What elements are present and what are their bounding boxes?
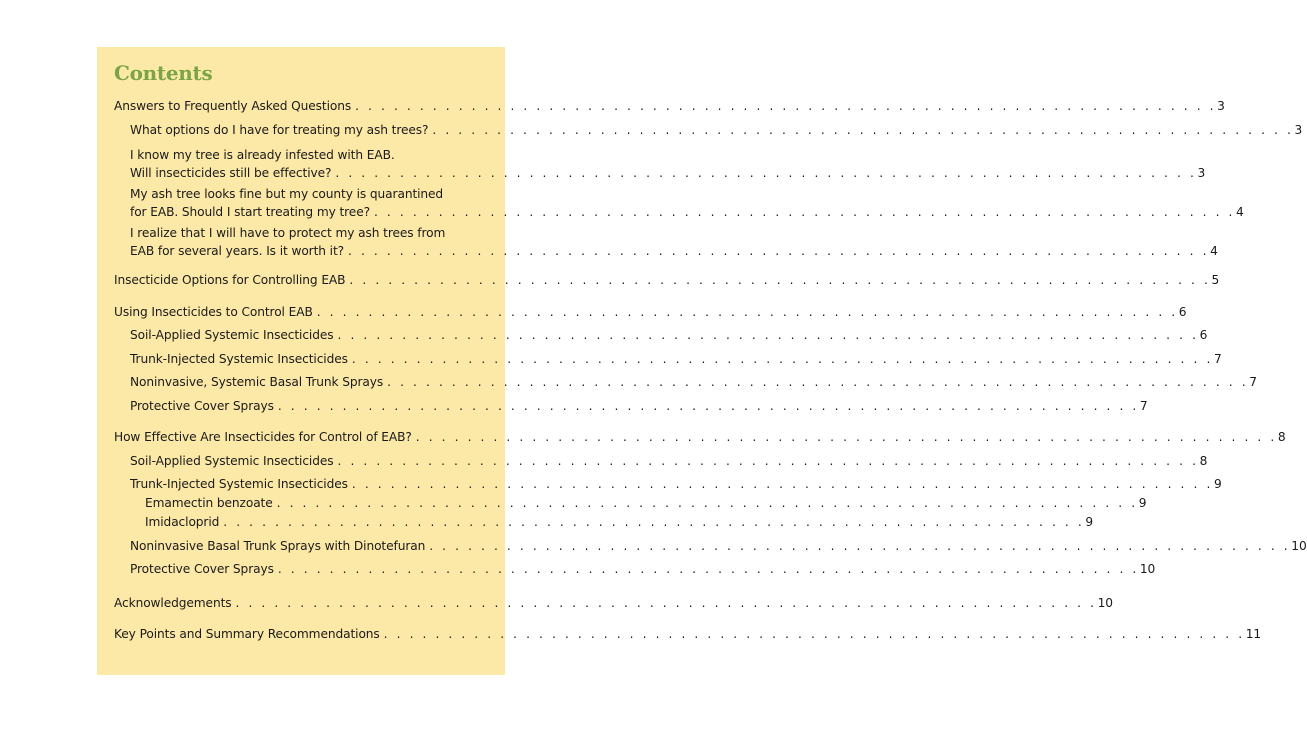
toc-entry-title: Emamectin benzoate bbox=[145, 496, 273, 510]
toc-page-number: 9 bbox=[1085, 515, 1093, 529]
toc-page-number: 9 bbox=[1213, 477, 1222, 491]
toc-dot-leader: . . . . . . . . . . . . . . . . . . . . . . . . . . . . . . . . . . . . . . . . . . . . . . . . . . . . . . . . . . . . . . . . . . . bbox=[335, 166, 1197, 180]
toc-dot-leader: . . . . . . . . . . . . . . . . . . . . . . . . . . . . . . . . . . . . . . . . . . . . . . . . . . . . . . . . . . . . . . . . . . . bbox=[351, 352, 1213, 366]
toc-dot-leader: . . . . . . . . . . . . . . . . . . . . . . . . . . . . . . . . . . . . . . . . . . . . . . . . . . . . . . . . . . . . . . . . . . . bbox=[387, 375, 1249, 389]
toc-entry[interactable] bbox=[114, 594, 1113, 612]
toc-entry-line bbox=[114, 303, 1187, 321]
toc-page-number: 6 bbox=[1199, 328, 1208, 342]
toc-entry-title: Soil-Applied Systemic Insecticides bbox=[130, 328, 334, 342]
toc-entry[interactable] bbox=[130, 350, 1222, 368]
toc-entry[interactable] bbox=[114, 625, 1262, 643]
toc-entry-line bbox=[114, 271, 1220, 289]
toc-entry-title: EAB for several years. Is it worth it? bbox=[130, 244, 344, 258]
toc-entry[interactable] bbox=[130, 146, 1206, 182]
toc-entry-title: Imidacloprid bbox=[145, 515, 220, 529]
toc-entry[interactable] bbox=[130, 326, 1208, 344]
toc-entry-title: Using Insecticides to Control EAB bbox=[114, 305, 313, 319]
toc-entry-title: What options do I have for treating my ash trees? bbox=[130, 123, 429, 137]
toc-page-number: 8 bbox=[1199, 454, 1208, 468]
toc-dot-leader: . . . . . . . . . . . . . . . . . . . . . . . . . . . . . . . . . . . . . . . . . . . . . . . . . . . . . . . . . . . . . . . . . . . bbox=[277, 562, 1139, 576]
toc-dot-leader: . . . . . . . . . . . . . . . . . . . . . . . . . . . . . . . . . . . . . . . . . . . . . . . . . . . . . . . . . . . . . . . . . . . bbox=[223, 515, 1085, 529]
toc-entry-line bbox=[130, 537, 1307, 555]
toc-entry[interactable] bbox=[130, 397, 1148, 415]
toc-entry-title: Protective Cover Sprays bbox=[130, 562, 274, 576]
toc-entry-title: Protective Cover Sprays bbox=[130, 399, 274, 413]
toc-entry-line bbox=[130, 203, 1244, 221]
toc-entry[interactable] bbox=[130, 373, 1257, 391]
toc-entry-line bbox=[130, 164, 1206, 182]
toc-dot-leader: . . . . . . . . . . . . . . . . . . . . . . . . . . . . . . . . . . . . . . . . . . . . . . . . . . . . . . . . . . . . . . . . . . . bbox=[383, 627, 1245, 641]
toc-dot-leader: . . . . . . . . . . . . . . . . . . . . . . . . . . . . . . . . . . . . . . . . . . . . . . . . . . . . . . . . . . . . . . . . . . . bbox=[337, 454, 1199, 468]
toc-entry-line bbox=[130, 560, 1156, 578]
toc-entry-title: Answers to Frequently Asked Questions bbox=[114, 99, 352, 113]
toc-entry-line bbox=[114, 594, 1113, 612]
toc-entry-title: My ash tree looks fine but my county is quarantined bbox=[130, 187, 444, 201]
toc-page-number: 7 bbox=[1213, 352, 1222, 366]
toc-entry-line bbox=[114, 97, 1225, 115]
toc-dot-leader: . . . . . . . . . . . . . . . . . . . . . . . . . . . . . . . . . . . . . . . . . . . . . . . . . . . . . . . . . . . . . . . . . . . bbox=[348, 244, 1210, 258]
toc-entry-title: Acknowledgements bbox=[114, 596, 232, 610]
toc-entry[interactable] bbox=[114, 271, 1220, 289]
toc-entry-line bbox=[130, 224, 489, 242]
toc-entry-title: How Effective Are Insecticides for Control of EAB? bbox=[114, 430, 412, 444]
toc-entry[interactable] bbox=[130, 452, 1208, 470]
toc-page-number: 6 bbox=[1178, 305, 1187, 319]
toc-entry-line bbox=[145, 494, 1147, 512]
toc-entry-line bbox=[130, 185, 489, 203]
toc-page-number: 10 bbox=[1139, 562, 1156, 576]
toc-dot-leader: . . . . . . . . . . . . . . . . . . . . . . . . . . . . . . . . . . . . . . . . . . . . . . . . . . . . . . . . . . . . . . . . . . . bbox=[373, 205, 1236, 219]
toc-dot-leader: . . . . . . . . . . . . . . . . . . . . . . . . . . . . . . . . . . . . . . . . . . . . . . . . . . . . . . . . . . . . . . . . . . . bbox=[349, 273, 1211, 287]
toc-dot-leader: . . . . . . . . . . . . . . . . . . . . . . . . . . . . . . . . . . . . . . . . . . . . . . . . . . . . . . . . . . . . . . . . . . . bbox=[432, 123, 1294, 137]
toc-dot-leader: . . . . . . . . . . . . . . . . . . . . . . . . . . . . . . . . . . . . . . . . . . . . . . . . . . . . . . . . . . . . . . . . . . . bbox=[415, 430, 1277, 444]
toc-entry-title: I know my tree is already infested with EAB. bbox=[130, 148, 395, 162]
toc-dot-leader: . . . . . . . . . . . . . . . . . . . . . . . . . . . . . . . . . . . . . . . . . . . . . . . . . . . . . . . . . . . . . . . . . . . bbox=[337, 328, 1199, 342]
toc-entry-title: Will insecticides still be effective? bbox=[130, 166, 332, 180]
toc-entry-title: Soil-Applied Systemic Insecticides bbox=[130, 454, 334, 468]
toc-entry[interactable] bbox=[130, 185, 1244, 221]
toc-page-number: 7 bbox=[1249, 375, 1257, 389]
toc-entry-line bbox=[130, 397, 1148, 415]
toc-entry[interactable] bbox=[130, 224, 1218, 260]
toc-entry-title: Trunk-Injected Systemic Insecticides bbox=[130, 477, 348, 491]
toc-entry-title: for EAB. Should I start treating my tree? bbox=[130, 205, 370, 219]
toc-dot-leader: . . . . . . . . . . . . . . . . . . . . . . . . . . . . . . . . . . . . . . . . . . . . . . . . . . . . . . . . . . . . . . . . . . . bbox=[277, 399, 1139, 413]
toc-page-number: 3 bbox=[1217, 99, 1225, 113]
toc-page-number: 10 bbox=[1097, 596, 1113, 610]
toc-entry-title: I realize that I will have to protect my ash trees from bbox=[130, 226, 446, 240]
toc-dot-leader: . . . . . . . . . . . . . . . . . . . . . . . . . . . . . . . . . . . . . . . . . . . . . . . . . . . . . . . . . . . . . . . . . . . bbox=[429, 539, 1291, 553]
toc-entry[interactable] bbox=[130, 475, 1222, 493]
toc-entry-line bbox=[130, 373, 1257, 391]
contents-title: Contents bbox=[114, 61, 213, 85]
toc-entry-line bbox=[145, 513, 1093, 531]
toc-entry-line bbox=[130, 475, 1222, 493]
toc-dot-leader: . . . . . . . . . . . . . . . . . . . . . . . . . . . . . . . . . . . . . . . . . . . . . . . . . . . . . . . . . . . . . . . . . . . bbox=[355, 99, 1217, 113]
toc-page-number: 5 bbox=[1211, 273, 1220, 287]
toc-entry-line bbox=[130, 121, 1303, 139]
toc-dot-leader: . . . . . . . . . . . . . . . . . . . . . . . . . . . . . . . . . . . . . . . . . . . . . . . . . . . . . . . . . . . . . . . . . . . bbox=[276, 496, 1138, 510]
contents-panel bbox=[97, 47, 1307, 675]
toc-dot-leader: . . . . . . . . . . . . . . . . . . . . . . . . . . . . . . . . . . . . . . . . . . . . . . . . . . . . . . . . . . . . . . . . . . . bbox=[235, 596, 1097, 610]
toc-entry[interactable] bbox=[130, 121, 1303, 139]
toc-entry-line bbox=[114, 428, 1286, 446]
toc-entry[interactable] bbox=[114, 97, 1225, 115]
toc-page-number: 4 bbox=[1236, 205, 1244, 219]
toc-page-number: 3 bbox=[1197, 166, 1206, 180]
toc-entry-title: Trunk-Injected Systemic Insecticides bbox=[130, 352, 348, 366]
toc-entry[interactable] bbox=[145, 513, 1093, 531]
toc-page-number: 4 bbox=[1210, 244, 1218, 258]
toc-page-number: 3 bbox=[1294, 123, 1303, 137]
toc-entry-title: Noninvasive Basal Trunk Sprays with Dinotefuran bbox=[130, 539, 426, 553]
toc-entry[interactable] bbox=[130, 560, 1156, 578]
toc-dot-leader: . . . . . . . . . . . . . . . . . . . . . . . . . . . . . . . . . . . . . . . . . . . . . . . . . . . . . . . . . . . . . . . . . . . bbox=[316, 305, 1178, 319]
toc-entry[interactable] bbox=[114, 428, 1286, 446]
toc-page-number: 9 bbox=[1138, 496, 1147, 510]
toc-entry-line bbox=[130, 146, 489, 164]
table-of-contents bbox=[97, 47, 1307, 675]
toc-page-number: 11 bbox=[1245, 627, 1262, 641]
toc-entry[interactable] bbox=[114, 303, 1187, 321]
toc-entry-title: Noninvasive, Systemic Basal Trunk Sprays bbox=[130, 375, 384, 389]
toc-entry-title: Insecticide Options for Controlling EAB bbox=[114, 273, 346, 287]
toc-entry-line bbox=[114, 625, 1262, 643]
toc-entry-title: Key Points and Summary Recommendations bbox=[114, 627, 380, 641]
toc-entry-line bbox=[130, 242, 1218, 260]
toc-page-number: 7 bbox=[1139, 399, 1148, 413]
toc-entry-line bbox=[130, 350, 1222, 368]
toc-page-number: 10 bbox=[1291, 539, 1307, 553]
toc-entry[interactable] bbox=[145, 494, 1147, 512]
toc-page-number: 8 bbox=[1277, 430, 1286, 444]
toc-dot-leader: . . . . . . . . . . . . . . . . . . . . . . . . . . . . . . . . . . . . . . . . . . . . . . . . . . . . . . . . . . . . . . . . . . . bbox=[351, 477, 1213, 491]
toc-entry-line bbox=[130, 452, 1208, 470]
toc-entry-line bbox=[130, 326, 1208, 344]
toc-entry[interactable] bbox=[130, 537, 1307, 555]
